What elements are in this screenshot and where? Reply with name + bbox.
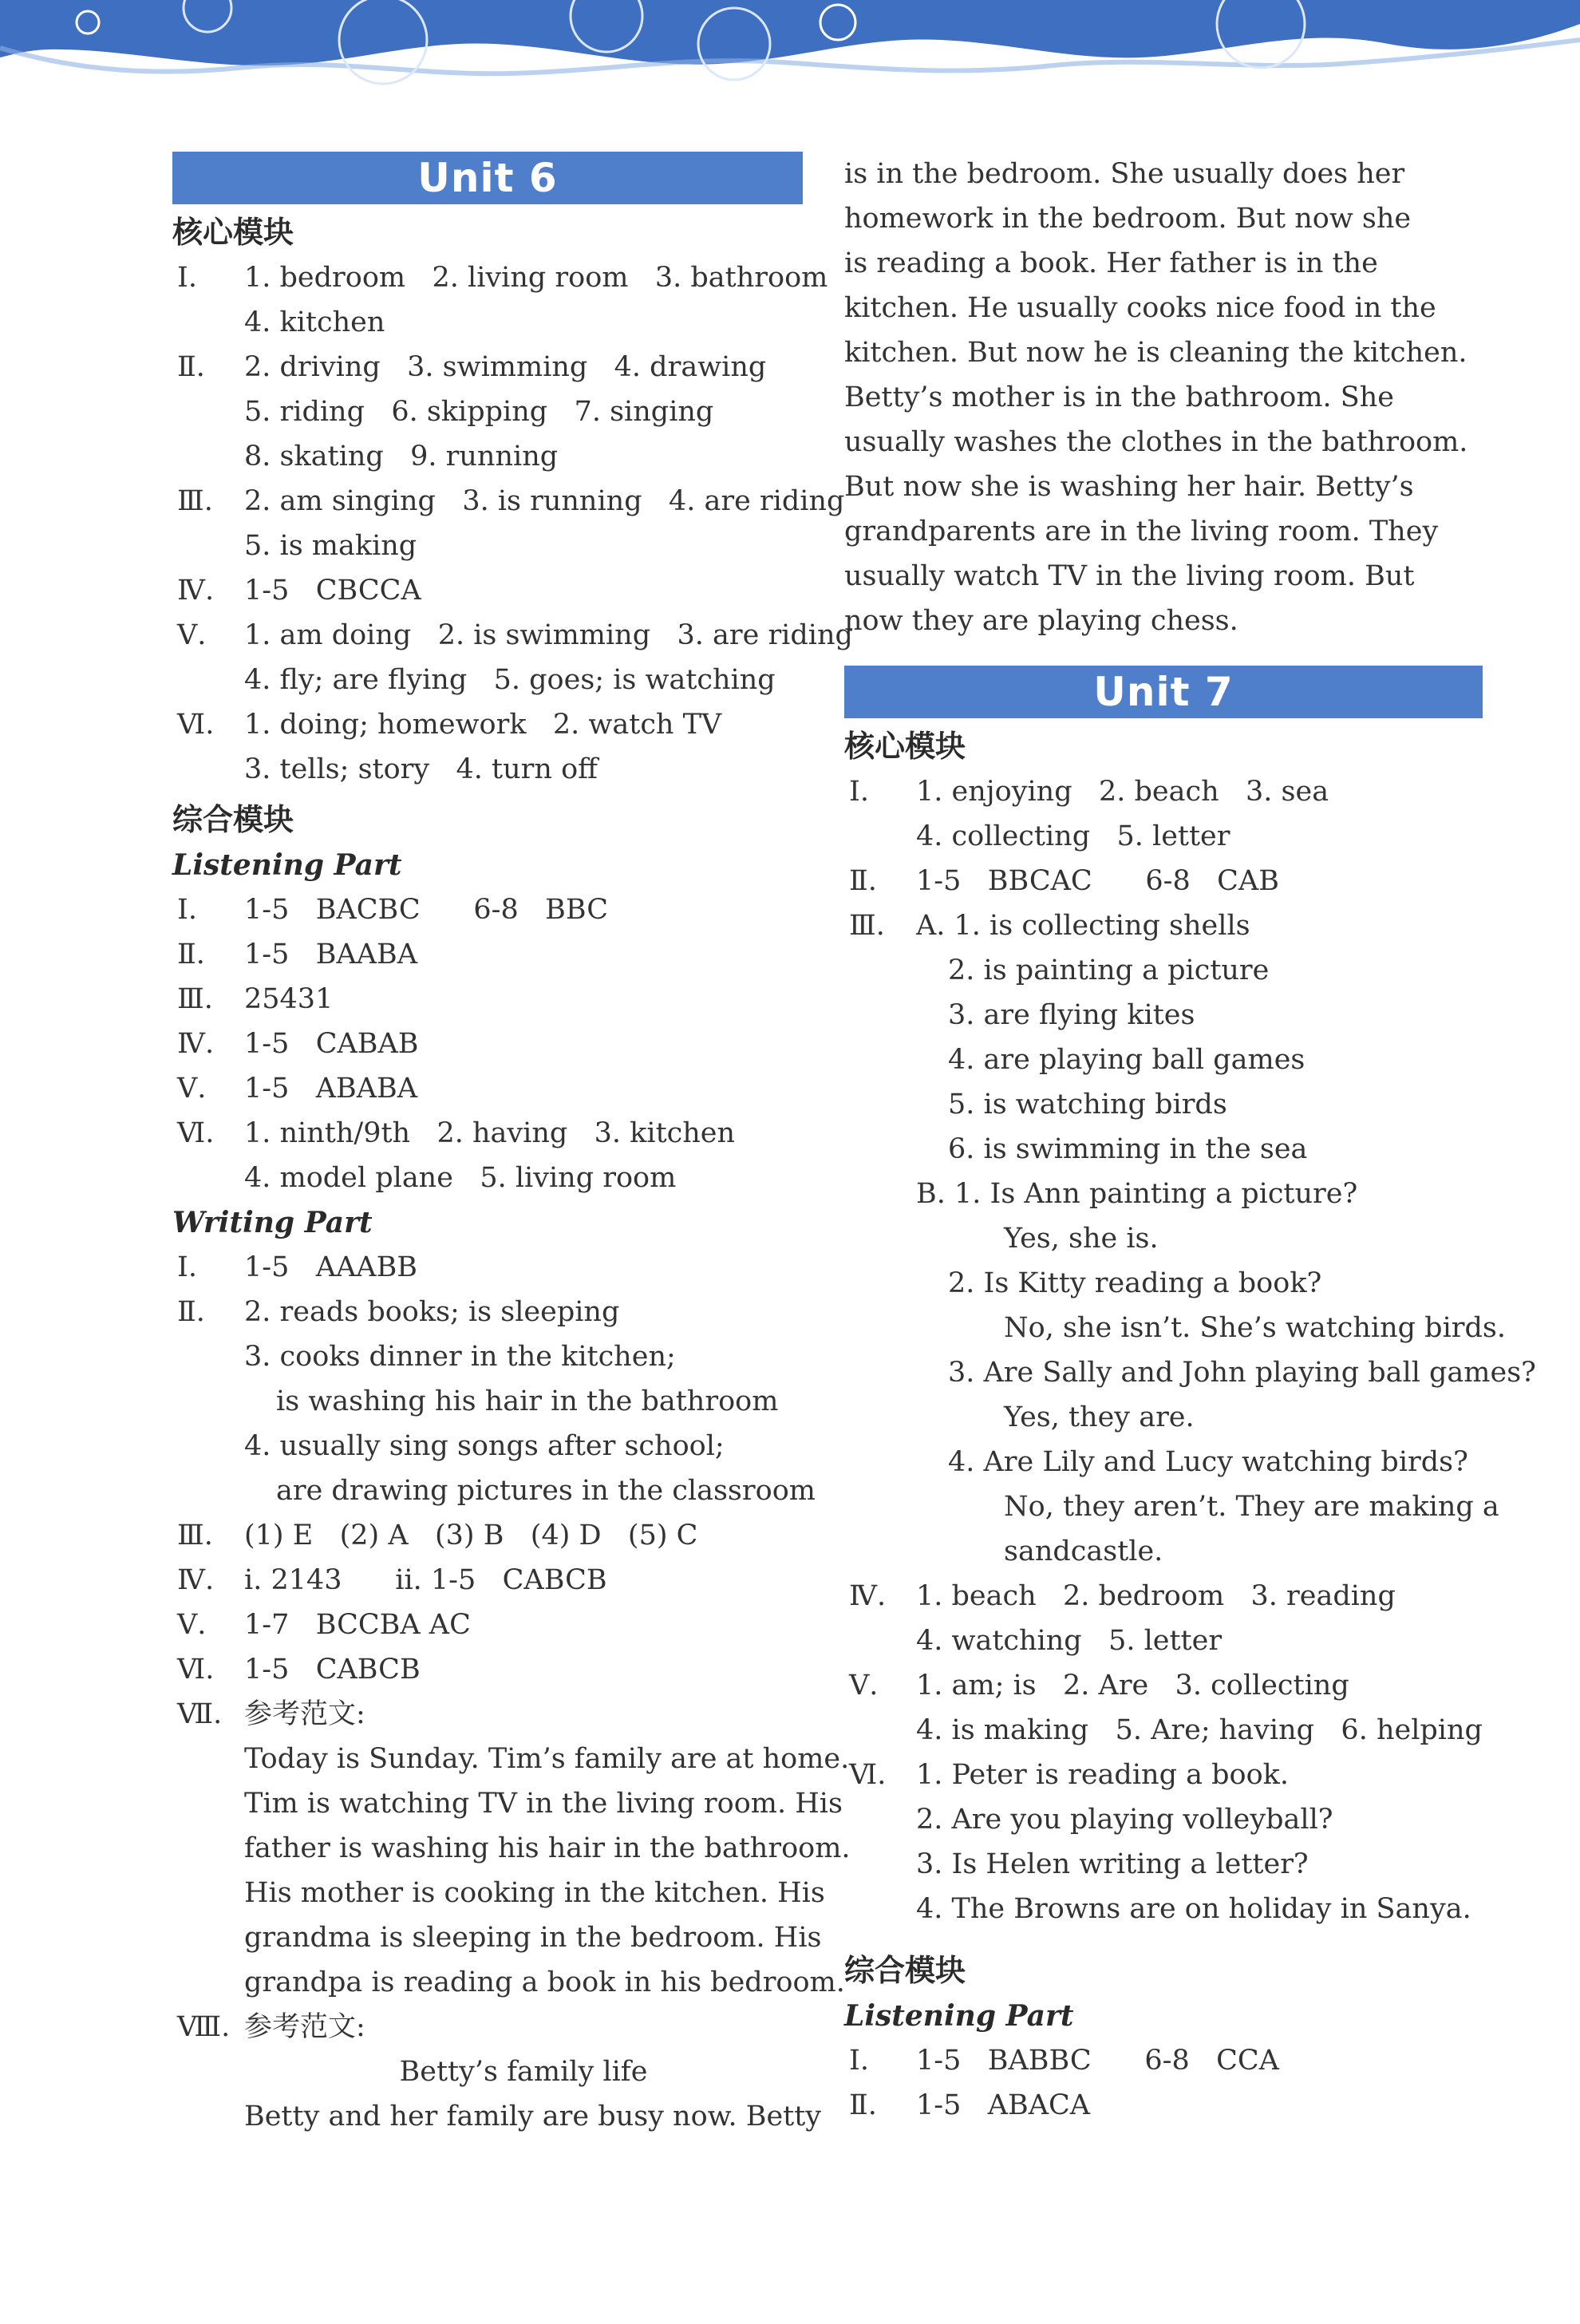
item-number: Ⅳ. [177,1028,215,1060]
item-number: Ⅰ. [177,894,197,926]
answer-line: ⅰ. 2143 ⅱ. 1-5 CABCB [244,1564,607,1596]
comprehensive-module-heading: 综合模块 [172,802,294,837]
part-b-answers [844,1261,1536,1574]
answer-item-vii [172,1692,851,2005]
item-number: Ⅴ. [177,1073,207,1105]
essay-line: homework in the bedroom. But now she [844,203,1412,235]
answer-item [172,255,828,345]
unit6-writing-list-continued [172,1513,803,1692]
essay-line: now they are playing chess. [844,605,1238,637]
question-line: 3. Are Sally and John playing ball games? [948,1357,1536,1389]
essay-line: Betty and her family are busy now. Betty [244,2101,822,2132]
answer-item [172,977,803,1022]
answer-item [172,479,845,568]
item-number: Ⅱ. [849,865,877,897]
answer-item [844,769,1483,859]
answer-item [172,1290,816,1513]
essay-line: kitchen. He usually cooks nice food in the [844,292,1436,324]
item-number: Ⅱ. [177,351,205,383]
essay-line: father is washing his hair in the bathroom. [244,1832,851,1864]
answer-line: 5. is watching birds [948,1089,1227,1120]
part-a-answers [844,948,1483,1172]
answer-line: 1-5 CBCCA [244,575,421,607]
item-number: Ⅱ. [177,1296,205,1328]
top-wave-banner [0,0,1580,120]
answer-item [172,1513,803,1558]
question-line: 4. Are Lily and Lucy watching birds? [948,1446,1468,1478]
reference-essay-label: 参考范文: [244,1698,365,1730]
answer-item [844,2083,1483,2128]
listening-part-heading: Listening Part [844,1999,1074,2033]
essay-line: usually watch TV in the living room. But [844,560,1415,592]
item-number: Ⅵ. [177,709,215,741]
answer-line: 1. doing; homework 2. watch TV [244,709,722,741]
item-number: Ⅵ. [177,1117,215,1149]
answer-line: No, they aren’t. They are making a [1004,1491,1499,1523]
item-number: Ⅰ. [849,2045,869,2077]
answer-line: 4. is making 5. Are; having 6. helping [916,1714,1483,1746]
answer-line: 2. driving 3. swimming 4. drawing [244,351,767,383]
answer-line: 4. The Browns are on holiday in Sanya. [916,1893,1471,1925]
essay-line: Betty’s mother is in the bathroom. She [844,381,1394,413]
answer-line: 4. are playing ball games [948,1044,1305,1076]
answer-item [172,1647,803,1692]
item-number: Ⅰ. [177,262,197,294]
essay-line: is in the bedroom. She usually does her [844,158,1405,190]
answer-line: 8. skating 9. running [244,441,559,472]
item-number: Ⅰ. [849,776,869,808]
answer-line: 1-5 CABAB [244,1028,419,1060]
item-number: Ⅳ. [177,1564,215,1596]
unit7-listening-list [844,2038,1483,2128]
unit-7-title: Unit 7 [844,666,1483,718]
essay-line: kitchen. But now he is cleaning the kitchen. [844,337,1467,369]
answer-line: A. 1. is collecting shells [916,910,1250,942]
answer-line: Yes, she is. [1004,1223,1159,1255]
item-number: Ⅱ. [849,2089,877,2121]
answer-line: 1. enjoying 2. beach 3. sea [916,776,1329,808]
answer-item [172,887,803,932]
essay-line: Today is Sunday. Tim’s family are at home. [244,1743,850,1775]
core-module-heading: 核心模块 [844,729,966,764]
item-number: Ⅶ. [177,1698,223,1730]
answer-line: (1) E (2) A (3) B (4) D (5) C [244,1520,698,1551]
answer-line: 1. bedroom 2. living room 3. bathroom [244,262,828,294]
left-column [172,152,853,2139]
writing-part-heading: Writing Part [172,1206,373,1239]
answer-item [172,1245,803,1290]
answer-line: sandcastle. [1004,1536,1163,1567]
answer-line: 1. am doing 2. is swimming 3. are riding [244,619,853,651]
answer-line: 1-5 BABBC 6-8 CCA [916,2045,1279,2077]
essay-line: Tim is watching TV in the living room. His [244,1788,843,1820]
answer-item [172,1022,803,1066]
answer-line: 1-5 BAABA [244,939,418,970]
answer-item [172,1111,803,1200]
answer-item-viii [172,2005,822,2139]
reference-essay-continued [844,152,1483,643]
core-module-heading: 核心模块 [172,215,294,250]
answer-line: 1-5 BACBC 6-8 BBC [244,894,609,926]
answer-line: 2. am singing 3. is running 4. are riding [244,485,845,517]
item-number: Ⅳ. [849,1580,887,1612]
answer-line: 4. watching 5. letter [916,1625,1223,1657]
answer-item [844,1663,1483,1753]
comprehensive-module-heading: 综合模块 [844,1953,966,1988]
item-number: Ⅴ. [177,619,207,651]
unit7-core-list-continued [844,1574,1483,1931]
answer-line: 4. model plane 5. living room [244,1162,677,1194]
essay-line: grandparents are in the living room. They [844,516,1439,547]
answer-item [172,1603,803,1647]
essay-line: is reading a book. Her father is in the [844,247,1378,279]
unit6-listening-list [172,887,803,1200]
essay-line: usually washes the clothes in the bathroom. [844,426,1468,458]
essay-line: grandpa is reading a book in his bedroom. [244,1966,845,1998]
answer-item [172,568,803,613]
item-number: Ⅰ. [177,1251,197,1283]
item-number: Ⅲ. [177,485,213,517]
answer-line: 1. beach 2. bedroom 3. reading [916,1580,1396,1612]
answer-line: 1-5 CABCB [244,1654,421,1686]
item-number: Ⅱ. [177,939,205,970]
answer-line: 2. is painting a picture [948,955,1270,986]
answer-line: 3. tells; story 4. turn off [244,753,598,785]
answer-line: No, she isn’t. She’s watching birds. [1004,1312,1506,1344]
unit-6-title: Unit 6 [172,152,803,204]
answer-item [844,1753,1483,1931]
essay-title: Betty’s family life [399,2056,648,2088]
answer-line: 3. are flying kites [948,999,1195,1031]
right-column [844,152,1536,2128]
answer-line: are drawing pictures in the classroom [276,1475,816,1507]
answer-line: 1-5 ABABA [244,1073,418,1105]
answer-item [844,859,1483,903]
unit6-core-list [172,255,853,792]
answer-line: 1. am; is 2. Are 3. collecting [916,1670,1349,1702]
answer-item [172,345,803,479]
listening-part-heading: Listening Part [172,848,402,882]
item-number: Ⅲ. [177,983,213,1015]
item-number: Ⅷ. [177,2011,231,2043]
reference-essay-label: 参考范文: [244,2011,365,2043]
item-number: Ⅲ. [849,910,885,942]
answer-line: 2. Are you playing volleyball? [916,1804,1333,1836]
unit7-core-list [844,769,1483,903]
answer-line: 4. fly; are flying 5. goes; is watching [244,664,776,696]
reference-essay [172,1737,851,2005]
item-number: Ⅴ. [177,1609,207,1641]
answer-line: Yes, they are. [1004,1401,1195,1433]
item-number: Ⅵ. [177,1654,215,1686]
answer-line: 1. Peter is reading a book. [916,1759,1289,1791]
answer-line: 1-7 BCCBA AC [244,1609,471,1641]
answer-item-iii [844,903,1536,1574]
item-number: Ⅲ. [177,1520,213,1551]
answer-line: 1-5 ABACA [916,2089,1091,2121]
answer-item [172,613,853,702]
answer-line: 1-5 AAABB [244,1251,418,1283]
answer-line: 1. ninth/9th 2. having 3. kitchen [244,1117,736,1149]
item-number: Ⅳ. [177,575,215,607]
essay-line: But now she is washing her hair. Betty’s [844,471,1414,503]
answer-line: 3. Is Helen writing a letter? [916,1848,1309,1880]
answer-line: B. 1. Is Ann painting a picture? [916,1178,1358,1210]
question-line: 2. Is Kitty reading a book? [948,1267,1322,1299]
answer-item [844,2038,1483,2083]
answer-line: 3. cooks dinner in the kitchen; [244,1341,676,1373]
answer-line: 25431 [244,983,334,1015]
answer-line: 4. usually sing songs after school; [244,1430,725,1462]
answer-line: 1-5 BBCAC 6-8 CAB [916,865,1279,897]
answer-item [844,1574,1483,1663]
answer-line: 6. is swimming in the sea [948,1133,1308,1165]
answer-line: 4. collecting 5. letter [916,820,1230,852]
answer-line: is washing his hair in the bathroom [276,1385,779,1417]
answer-item [172,932,803,977]
answer-item [172,702,803,792]
answer-line: 2. reads books; is sleeping [244,1296,620,1328]
answer-line: 4. kitchen [244,306,385,338]
answer-line: 5. is making [244,530,417,562]
answer-item [172,1066,803,1111]
answer-item [172,1558,803,1603]
essay-line: His mother is cooking in the kitchen. His [244,1877,825,1909]
item-number: Ⅴ. [849,1670,879,1702]
unit6-writing-list [172,1245,803,1290]
item-number: Ⅵ. [849,1759,887,1791]
essay-line: grandma is sleeping in the bedroom. His [244,1922,822,1954]
answer-line: 5. riding 6. skipping 7. singing [244,396,714,428]
